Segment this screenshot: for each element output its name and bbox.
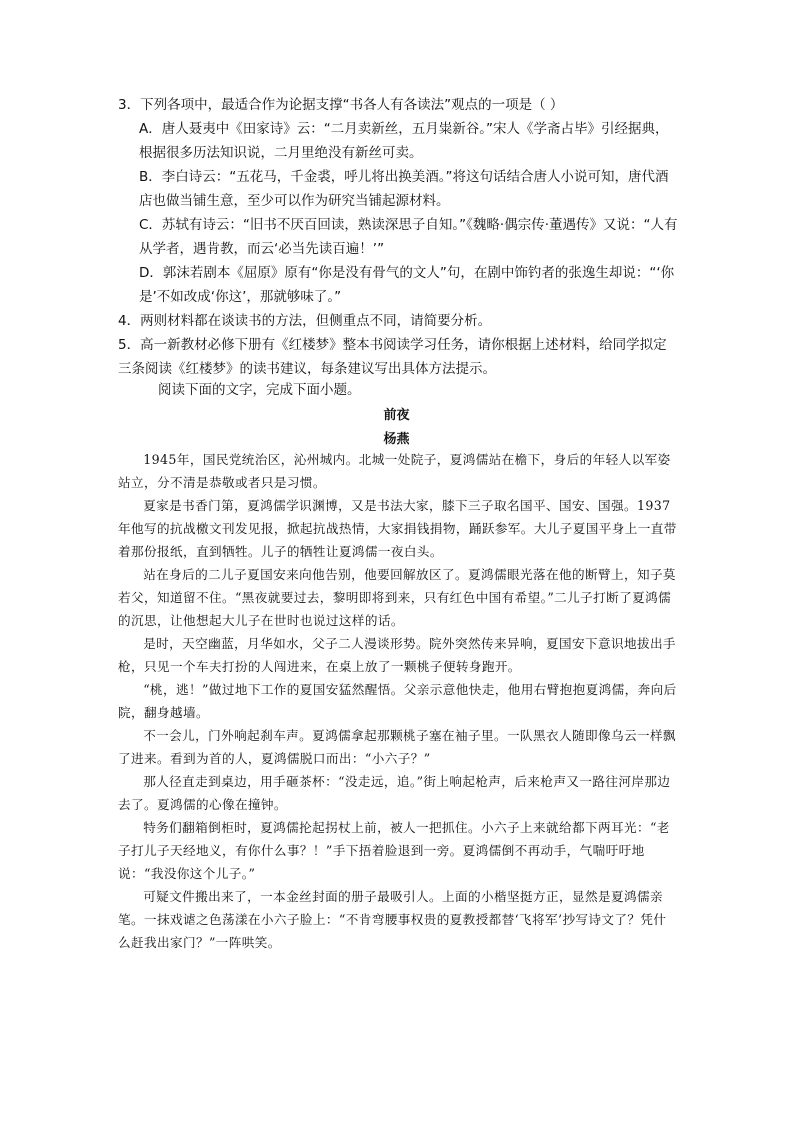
question-4: 4．两则材料都在谈读书的方法，但侧重点不同，请简要分析。 xyxy=(118,313,492,329)
story-paragraph: “桃，逃！”做过地下工作的夏国安猛然醒悟。父亲示意他快走，他用右臂抱抱夏鸿儒，奔向后院，翻身越墙。 xyxy=(118,682,677,720)
story-paragraph: 1945年，国民党统治区，沁州城内。北城一处院子，夏鸿儒站在檐下，身后的年轻人以军姿站立，分不清是恭敬或者只是习惯。 xyxy=(118,452,671,490)
question-3-option-b: B．李白诗云：“五花马，千金裘，呼儿将出换美酒。”将这句话结合唐人小说可知，唐代酒店也做当铺生意，至少可以作为研究当铺起源材料。 xyxy=(139,169,669,209)
question-3-stem: 3．下列各项中，最适合作为论据支撑“书各人有各读法”观点的一项是（ ） xyxy=(118,97,564,113)
story-paragraph: 可疑文件搬出来了，一本金丝封面的册子最吸引人。上面的小楷坚挺方正，显然是夏鸿儒亲笔。一抹戏谑之色荡漾在小六子脸上：“不肯弯腰事权贵的夏教授都替‘飞将军’抄写诗文了？凭什么赶我出家门？”一阵哄笑。 xyxy=(118,889,667,950)
reading-instruction: 阅读下面的文字，完成下面小题。 xyxy=(158,382,361,398)
story-body xyxy=(118,448,678,954)
story-title: 前夜 xyxy=(383,408,410,423)
story-paragraph: 是时，天空幽蓝，月华如水，父子二人漫谈形势。院外突然传来异响，夏国安下意识地拔出手枪，只见一个车夫打扮的人闯进来，在桌上放了一颗桃子便转身跑开。 xyxy=(118,636,676,674)
story-paragraph: 那人径直走到桌边，用手砸茶杯：“没走远，追。”街上响起枪声，后来枪声又一路往河岸那边去了。夏鸿儒的心像在撞钟。 xyxy=(118,774,671,812)
question-5: 5．高一新教材必修下册有《红楼梦》整本书阅读学习任务，请你根据上述材料，给同学拟定三条阅读《红楼梦》的读书建议，每条建议写出具体方法提示。 xyxy=(118,337,667,377)
story-paragraph: 特务们翻箱倒柜时，夏鸿儒抡起拐杖上前，被人一把抓住。小六子上来就给都下两耳光：“老子打儿子天经地义，有你什么事？！”手下捂着脸退到一旁。夏鸿儒倒不再动手，气喘吁吁地说：“我没你这个儿子。” xyxy=(118,820,670,881)
story-paragraph: 不一会儿，门外响起刹车声。夏鸿儒拿起那颗桃子塞在袖子里。一队黑衣人随即像乌云一样飘了进来。看到为首的人，夏鸿儒脱口而出：“小六子？” xyxy=(118,728,676,766)
story-author: 杨燕 xyxy=(383,432,410,447)
question-3-option-c: C．苏轼有诗云：“旧书不厌百回读，熟读深思子自知。”《魏略·偶宗传·董遇传》又说：“人有从学者，遇肯教，而云‘必当先读百遍！’” xyxy=(139,217,678,257)
story-paragraph: 夏家是书香门第，夏鸿儒学识渊博，又是书法大家，膝下三子取名国平、国安、国强。1937年他写的抗战檄文刊发见报，掀起抗战热情，大家捐钱捐物，踊跃参军。大儿子夏国平身上一直带着那份报纸，直到牺牲。儿子的牺牲让夏鸿儒一夜白头。 xyxy=(118,498,677,559)
story-paragraph: 站在身后的二儿子夏国安来向他告别，他要回解放区了。夏鸿儒眼光落在他的断臂上，知子莫若父，知道留不住。“黑夜就要过去，黎明即将到来，只有红色中国有希望。”二儿子打断了夏鸿儒的沉思，让他想起大儿子在世时也说过这样的话。 xyxy=(118,567,676,628)
question-3-option-a: A．唐人聂夷中《田家诗》云：“二月卖新丝，五月粜新谷。”宋人《学斋占毕》引经据典，根据很多历法知识说，二月里绝没有新丝可卖。 xyxy=(139,121,669,161)
question-3-option-d: D．郭沫若剧本《屈原》原有“你是没有骨气的文人”句，在剧中饰钓者的张逸生却说：“‘你是’不如改成‘你这’，那就够味了。” xyxy=(139,265,675,305)
